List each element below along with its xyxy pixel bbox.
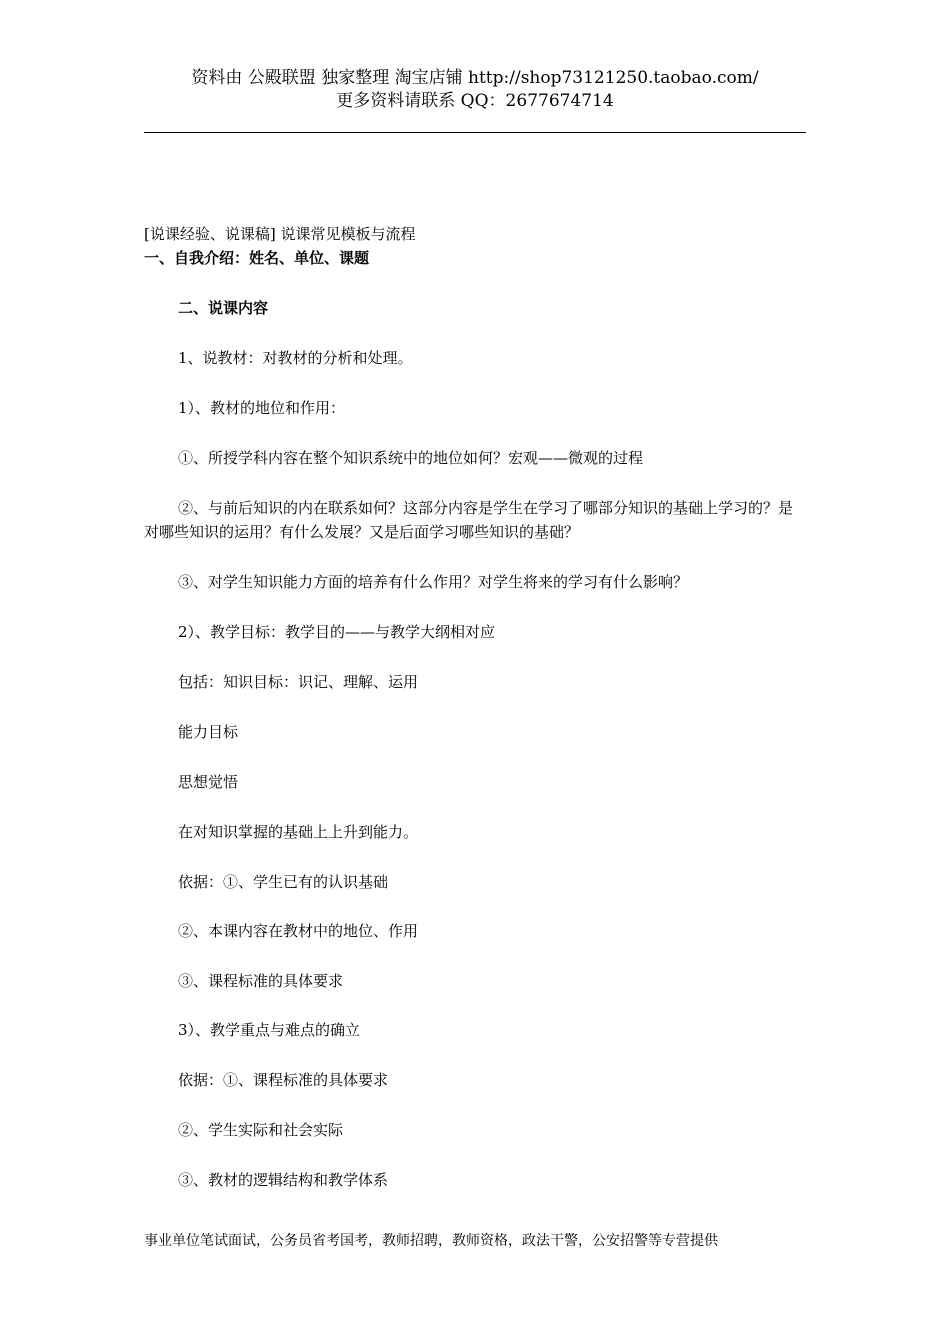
paragraph: ①、所授学科内容在整个知识系统中的地位如何？宏观——微观的过程 xyxy=(178,449,644,467)
paragraph: 思想觉悟 xyxy=(178,773,239,791)
paragraph: 在对知识掌握的基础上上升到能力。 xyxy=(178,823,419,841)
paragraph: 依据：①、学生已有的认识基础 xyxy=(178,873,389,891)
paragraph: ③、课程标准的具体要求 xyxy=(178,972,344,990)
paragraph: ②、与前后知识的内在联系如何？这部分内容是学生在学习了哪部分知识的基础上学习的？是对哪些知识的运用？有什么发展？又是后面学习哪些知识的基础？ xyxy=(144,499,794,541)
footer-text: 事业单位笔试面试，公务员省考国考，教师招聘，教师资格，政法干警，公安招警等专营提供 xyxy=(144,1233,718,1249)
paragraph: 依据：①、课程标准的具体要求 xyxy=(178,1071,389,1089)
paragraph: 1、说教材：对教材的分析和处理。 xyxy=(178,349,413,367)
document-title: [说课经验、说课稿] 说课常见模板与流程 xyxy=(144,225,416,243)
header-divider xyxy=(144,132,806,133)
paragraph: 1）、教材的地位和作用： xyxy=(178,399,346,417)
header-contact-line: 更多资料请联系 QQ：2677674714 xyxy=(336,91,614,111)
paragraph: ③、教材的逻辑结构和教学体系 xyxy=(178,1171,389,1189)
paragraph: 3）、教学重点与难点的确立 xyxy=(178,1021,361,1039)
paragraph: ②、本课内容在教材中的地位、作用 xyxy=(178,922,419,940)
header-source-line: 资料由 公殿联盟 独家整理 淘宝店铺 http://shop73121250.taobao.com/ xyxy=(191,68,759,88)
section-heading-content: 二、说课内容 xyxy=(178,299,269,317)
paragraph: ③、对学生知识能力方面的培养有什么作用？对学生将来的学习有什么影响？ xyxy=(178,573,689,591)
section-heading-intro: 一、自我介绍：姓名、单位、课题 xyxy=(144,249,370,267)
paragraph: 能力目标 xyxy=(178,723,239,741)
paragraph: 包括：知识目标：识记、理解、运用 xyxy=(178,673,419,691)
paragraph: 2）、教学目标：教学目的——与教学大纲相对应 xyxy=(178,623,496,641)
paragraph: ②、学生实际和社会实际 xyxy=(178,1121,344,1139)
document-body xyxy=(144,220,806,1200)
